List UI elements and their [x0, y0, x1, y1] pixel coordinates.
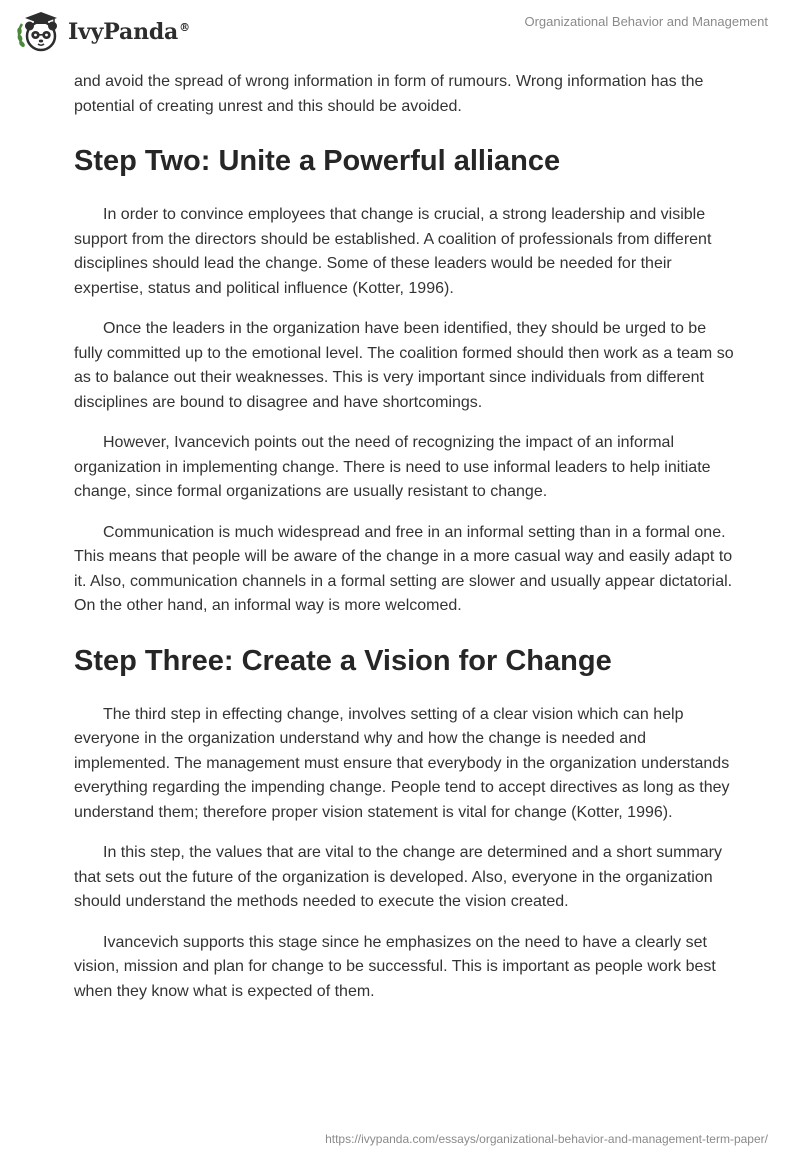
page-header	[0, 0, 800, 64]
brand-name: IvyPanda®	[68, 19, 190, 45]
panda-graduate-icon	[14, 8, 62, 56]
ivypanda-logo[interactable]	[14, 8, 190, 56]
paragraph: In order to convince employees that change is crucial, a strong leadership and visible support from the directors should be established. A coalition of professionals from different disciplines should lead the change. Some of these leaders would be needed for their expertise, status and political influence (Kotter, 1996).	[74, 206, 712, 297]
paragraph: The third step in effecting change, involves setting of a clear vision which can help everyone in the organization understand why and how the change is needed and implemented. The management must ensure that everybody in the organization understands everything regarding the impending change. People tend to accept directives as long as they understand them; therefore proper vision statement is vital for change (Kotter, 1996).	[74, 705, 730, 821]
section-heading-step-three: Step Three: Create a Vision for Change	[74, 644, 612, 677]
article-body	[74, 70, 734, 1020]
section-heading-step-two: Step Two: Unite a Powerful alliance	[74, 145, 561, 177]
source-url-link[interactable]: https://ivypanda.com/essays/organizational-behavior-and-management-term-paper/	[325, 1132, 768, 1146]
paragraph: Ivancevich supports this stage since he emphasizes on the need to have a clearly set vision, mission and plan for change to be successful. This is important as people work best when they know what is expected of them.	[74, 933, 716, 1000]
paragraph: However, Ivancevich points out the need of recognizing the impact of an informal organization in implementing change. There is need to use informal leaders to help initiate change, since formal organizations are usually resistant to change.	[74, 434, 711, 500]
paragraph: Once the leaders in the organization have been identified, they should be urged to be fully committed up to the emotional level. The coalition formed should then work as a team so as to balance out their weaknesses. This is very important since individuals from different disciplines are bound to disagree and have shortcomings.	[74, 320, 734, 411]
intro-paragraph: and avoid the spread of wrong information in form of rumours. Wrong information has the potential of creating unrest and this should be avoided.	[74, 73, 704, 115]
registered-mark: ®	[179, 20, 190, 34]
document-title: Organizational Behavior and Management	[524, 14, 768, 29]
paragraph: In this step, the values that are vital to the change are determined and a short summary that sets out the future of the organization is developed. Also, everyone in the organization should understand the methods needed to execute the vision created.	[74, 844, 723, 910]
paragraph: Communication is much widespread and free in an informal setting than in a formal one. This means that people will be aware of the change in a more casual way and easily adapt to it. Also, communication channels in a formal setting are slower and usually appear dictatorial. On the other hand, an informal way is more welcomed.	[74, 523, 733, 614]
